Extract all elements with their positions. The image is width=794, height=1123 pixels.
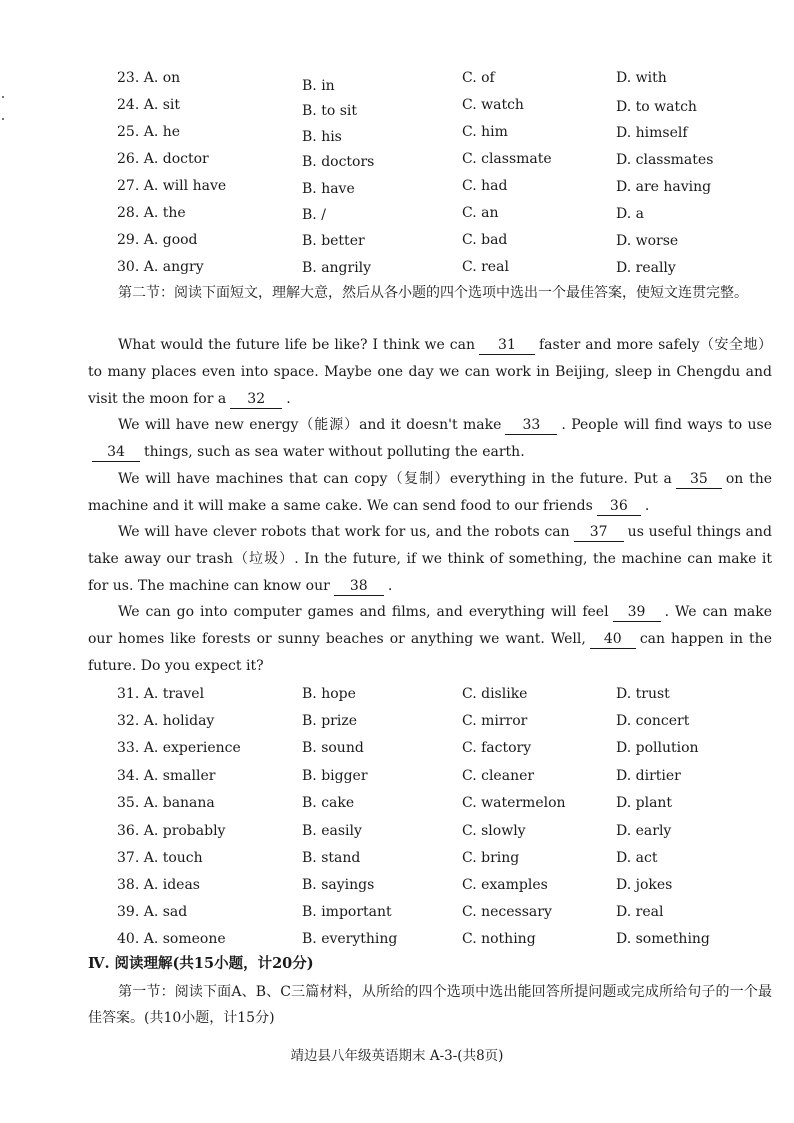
option-d: D. a (616, 206, 644, 222)
option-a: 32. A. holiday (117, 713, 215, 729)
option-row (0, 255, 794, 279)
option-a: 33. A. experience (117, 740, 241, 756)
option-d: D. pollution (616, 740, 699, 756)
option-a: 29. A. good (117, 232, 198, 248)
option-b: B. stand (302, 850, 361, 866)
option-d: D. are having (616, 179, 712, 195)
option-a: 27. A. will have (117, 178, 227, 194)
option-b: B. cake (302, 795, 355, 811)
option-d: D. to watch (616, 99, 697, 115)
option-row (0, 709, 794, 733)
option-row (0, 819, 794, 843)
option-b: B. sound (302, 740, 364, 756)
option-b: B. have (302, 181, 355, 197)
option-row (0, 174, 794, 198)
option-b: B. in (302, 78, 335, 94)
blank-36[interactable]: 36 (597, 497, 641, 516)
option-c: C. classmate (462, 151, 552, 167)
passage-text: . People will find ways to use (561, 417, 773, 433)
option-a: 38. A. ideas (117, 877, 200, 893)
blank-32[interactable]: 32 (230, 390, 282, 409)
option-c: C. mirror (462, 713, 528, 729)
option-b: B. easily (302, 823, 362, 839)
option-a: 26. A. doctor (117, 151, 209, 167)
option-c: C. of (462, 70, 495, 86)
option-b: B. prize (302, 713, 357, 729)
option-row (0, 66, 794, 94)
option-row (0, 682, 794, 706)
option-row (0, 93, 794, 117)
option-d: D. classmates (616, 152, 714, 168)
passage-text: . (286, 391, 291, 407)
option-b: B. doctors (302, 154, 375, 170)
option-a: 34. A. smaller (117, 768, 216, 784)
option-c: C. watermelon (462, 795, 566, 811)
option-c: C. had (462, 178, 508, 194)
option-b: B. sayings (302, 877, 375, 893)
passage-paragraph-5 (88, 599, 772, 680)
option-d: D. jokes (616, 877, 673, 893)
option-d: D. plant (616, 795, 673, 811)
option-d: D. trust (616, 686, 670, 702)
option-d: D. dirtier (616, 768, 681, 784)
option-c: C. slowly (462, 823, 526, 839)
passage-text: We will have new energy（能源）and it doesn't make (118, 417, 502, 433)
passage-text: can happen in the future. Do you expect it? (88, 631, 772, 674)
blank-40[interactable]: 40 (590, 630, 636, 649)
passage-text: . (644, 498, 650, 514)
option-c: C. him (462, 124, 508, 140)
passage-paragraph-3 (88, 466, 772, 520)
option-c: C. examples (462, 877, 548, 893)
passage-text: . We can make our homes like forests or sunny beaches or anything we want. Well, (88, 604, 773, 647)
option-a: 40. A. someone (117, 931, 226, 947)
option-b: B. / (302, 207, 326, 223)
option-c: C. factory (462, 740, 532, 756)
option-c: C. nothing (462, 931, 536, 947)
option-row (0, 120, 794, 144)
passage-paragraph-4 (88, 519, 772, 600)
option-d: D. act (616, 850, 658, 866)
passage-text: on the machine and it will make a same cake. We can send food to our friends (88, 471, 772, 514)
option-a: 36. A. probably (117, 823, 226, 839)
option-c: C. an (462, 205, 499, 221)
blank-37[interactable]: 37 (574, 523, 624, 542)
passage-paragraph-2 (88, 412, 772, 466)
option-a: 23. A. on (117, 70, 181, 86)
option-a: 37. A. touch (117, 850, 203, 866)
option-row (0, 228, 794, 252)
passage-text: faster and more safely（安全地）to many places even into space. Maybe one day we can work in Beijing, sleep in Chengdu and visit the moon for a (88, 337, 772, 407)
option-row (0, 873, 794, 897)
passage-paragraph-1 (88, 332, 772, 413)
option-a: 24. A. sit (117, 97, 181, 113)
passage-text: us useful things and take away our trash（垃圾）. In the future, if we think of something, the machine can make it for us. The machine can know our (88, 524, 772, 594)
blank-31[interactable]: 31 (479, 336, 535, 355)
option-b: B. to sit (302, 103, 357, 119)
option-b: B. angrily (302, 260, 372, 276)
option-a: 30. A. angry (117, 259, 204, 275)
option-row (0, 736, 794, 760)
section-instruction (88, 979, 772, 1031)
section-heading: Ⅳ. 阅读理解(共15小题，计20分) (88, 955, 314, 972)
option-b: B. everything (302, 931, 398, 947)
option-b: B. better (302, 233, 365, 249)
option-a: 25. A. he (117, 124, 181, 140)
blank-33[interactable]: 33 (505, 416, 557, 435)
option-c: C. bad (462, 232, 508, 248)
blank-34[interactable]: 34 (92, 443, 140, 462)
option-row (0, 927, 794, 951)
passage-text: . (387, 578, 393, 594)
option-b: B. bigger (302, 768, 368, 784)
option-b: B. his (302, 129, 342, 145)
passage-text: What would the future life be like? I think we can (118, 337, 475, 353)
option-a: 31. A. travel (117, 686, 205, 702)
option-b: B. hope (302, 686, 356, 702)
option-d: D. concert (616, 713, 690, 729)
option-d: D. himself (616, 125, 688, 141)
section-instruction (88, 280, 772, 306)
option-c: C. bring (462, 850, 520, 866)
blank-35[interactable]: 35 (676, 470, 722, 489)
option-row (0, 764, 794, 788)
option-row (0, 791, 794, 815)
instruction-text: 第一节：阅读下面A、B、C三篇材料，从所给的四个选项中选出能回答所提问题或完成所给句子的一个最佳答案。(共10小题，计15分) (88, 984, 772, 1026)
option-c: C. dislike (462, 686, 528, 702)
option-c: C. cleaner (462, 768, 535, 784)
blank-38[interactable]: 38 (334, 577, 384, 596)
option-d: D. something (616, 931, 710, 947)
blank-39[interactable]: 39 (613, 603, 661, 622)
option-d: D. real (616, 904, 664, 920)
passage-text: We will have machines that can copy（复制）everything in the future. Put a (118, 471, 672, 487)
option-c: C. real (462, 259, 509, 275)
option-row (0, 900, 794, 924)
option-c: C. watch (462, 97, 524, 113)
option-row (0, 846, 794, 870)
passage-text: We will have clever robots that work for us, and the robots can (118, 524, 570, 540)
option-b: B. important (302, 904, 392, 920)
option-row (0, 147, 794, 171)
option-a: 39. A. sad (117, 904, 188, 920)
instruction-text: 第二节：阅读下面短文，理解大意，然后从各小题的四个选项中选出一个最佳答案，使短文连贯完整。 (118, 285, 748, 301)
option-row (0, 201, 794, 225)
option-c: C. necessary (462, 904, 552, 920)
option-a: 35. A. banana (117, 795, 215, 811)
page-footer: 靖边县八年级英语期末 A-3-(共8页) (290, 1048, 504, 1064)
passage-text: We can go into computer games and films, and everything will feel (118, 604, 609, 620)
option-a: 28. A. the (117, 205, 186, 221)
option-d: D. really (616, 260, 676, 276)
option-d: D. worse (616, 233, 679, 249)
option-d: D. with (616, 70, 667, 86)
option-d: D. early (616, 823, 672, 839)
passage-text: things, such as sea water without polluting the earth. (144, 444, 525, 460)
